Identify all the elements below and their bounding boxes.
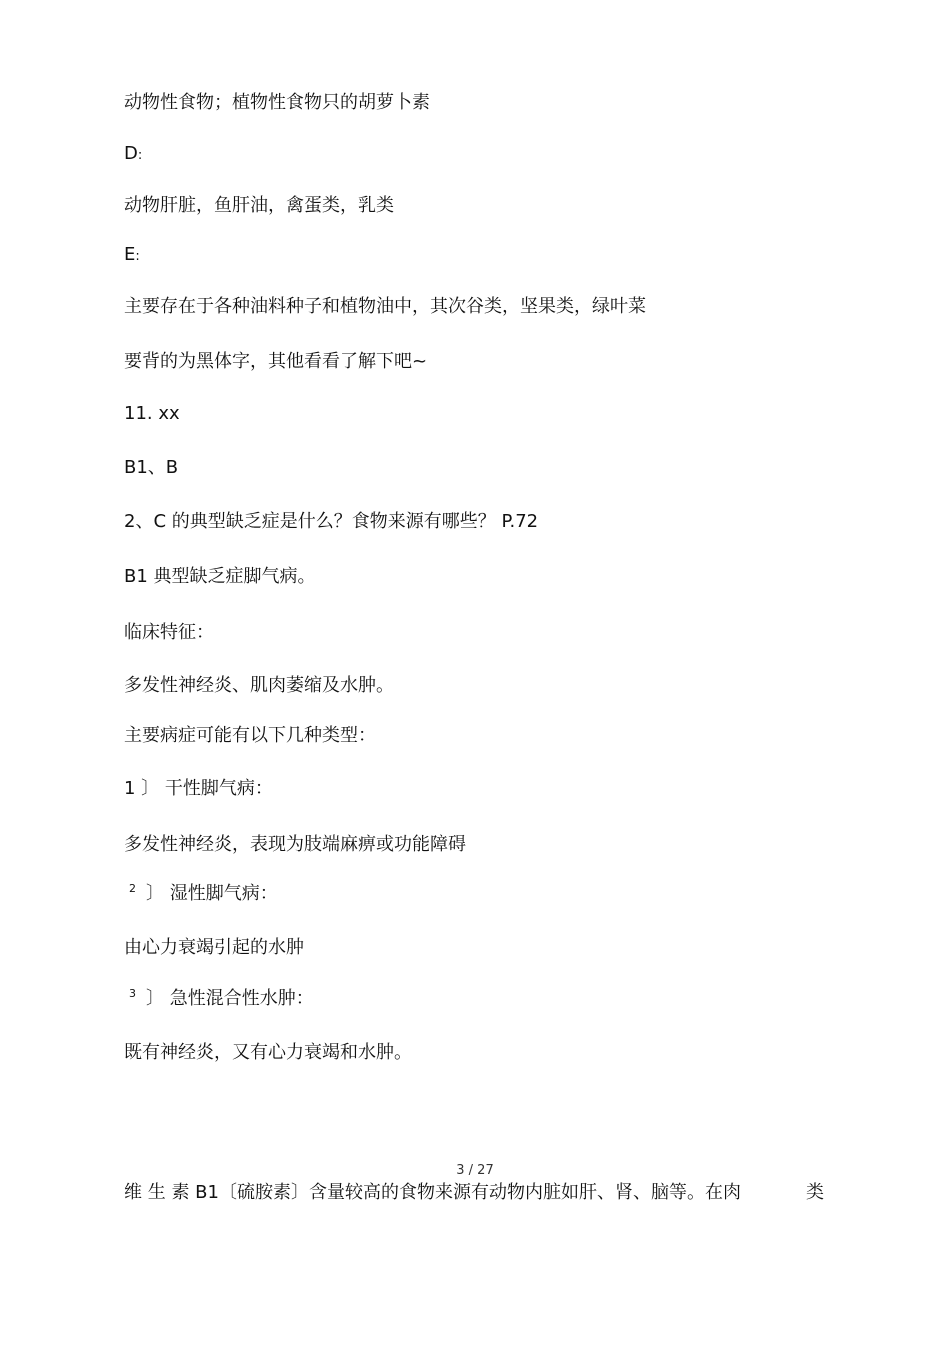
option-d-letter: D [124,143,138,164]
text-line: 主要存在于各种油料种子和植物油中，其次谷类，坚果类，绿叶菜 [124,296,646,317]
page-number: 3 / 27 [456,1163,494,1178]
text-line: 要背的为黑体字，其他看看了解下吧~ [124,351,428,372]
list-number: 3 [129,987,136,1000]
option-e-letter: E [124,244,136,265]
text-line: 临床特征： [124,622,214,643]
text-line-main: 维 生 素 B1〔硫胺素〕含量较高的食物来源有动物内脏如肝、肾、脑等。在肉 [124,1182,741,1203]
text-line: 动物性食物；植物性食物只的胡萝卜素 [124,92,430,113]
colon: : [135,249,140,264]
list-number: 2 [129,882,136,895]
text-line-continued [124,1181,824,1205]
text-line-end: 类 [806,1182,824,1203]
text-line: B1、B [124,457,179,478]
text-line: B1 典型缺乏症脚气病。 [124,566,316,587]
text-line: 多发性神经炎，表现为肢端麻痹或功能障碍 [124,834,466,855]
list-item [129,882,278,908]
text-line: 多发性神经炎、肌肉萎缩及水肿。 [124,675,394,696]
question-line: 2、C 的典型缺乏症是什么？食物来源有哪些？ P.72 [124,511,539,532]
colon: : [137,148,143,163]
section-heading: 11. xx [124,403,180,424]
text-line: 既有神经炎，又有心力衰竭和水肿。 [124,1042,412,1063]
text-line: 动物肝脏，鱼肝油，禽蛋类，乳类 [124,195,394,216]
list-item-text: 〕 急性混合性水肿： [146,988,314,1009]
text-line: 主要病症可能有以下几种类型： [124,725,376,746]
option-d-label [124,142,142,168]
list-item [129,987,314,1013]
list-item-text: 〕 湿性脚气病： [146,883,278,904]
list-item: 1 〕 干性脚气病： [124,778,273,799]
text-line: 由心力衰竭引起的水肿 [124,937,304,958]
option-e-label [124,243,140,269]
